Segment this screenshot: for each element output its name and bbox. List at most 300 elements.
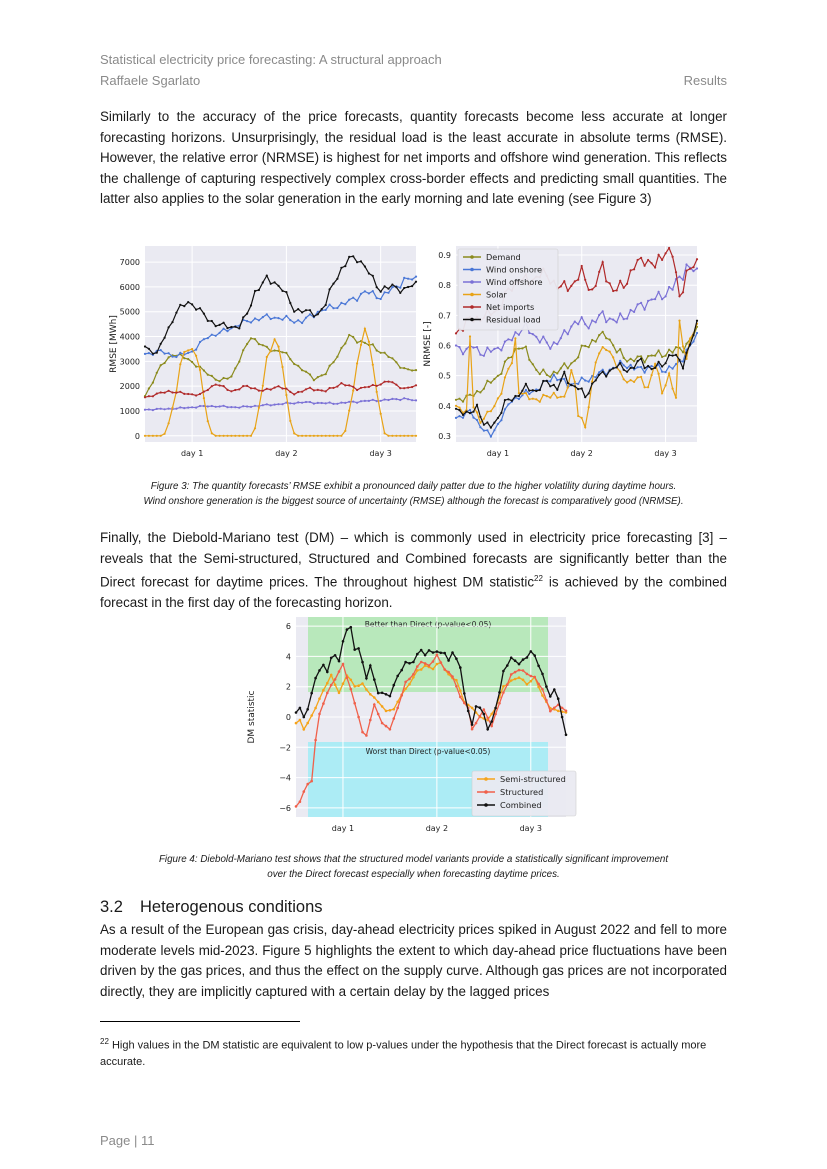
data-point	[317, 313, 319, 315]
data-point	[665, 371, 667, 373]
data-point	[348, 384, 350, 386]
data-point	[556, 379, 558, 381]
data-point	[226, 327, 228, 329]
data-point	[223, 435, 225, 437]
data-point	[332, 283, 334, 285]
data-point	[678, 320, 680, 322]
data-point	[156, 372, 158, 374]
data-point	[322, 664, 325, 667]
data-point	[609, 339, 611, 341]
data-point	[387, 292, 389, 294]
figure3-caption-line2: Wind onshore generation is the biggest source of uncertainty (RMSE) although the forecast is comparatively good (NRMSE).	[143, 496, 684, 507]
running-header-section: Results	[683, 73, 727, 88]
data-point	[175, 356, 177, 358]
data-point	[389, 695, 392, 698]
data-point	[340, 382, 342, 384]
y-axis-label: RMSE [MWh]	[109, 315, 119, 373]
data-point	[171, 356, 173, 358]
data-point	[493, 422, 495, 424]
data-point	[490, 351, 492, 353]
data-point	[546, 374, 548, 376]
data-point	[295, 722, 298, 725]
data-point	[563, 280, 565, 282]
data-point	[318, 697, 321, 700]
data-point	[510, 673, 513, 676]
data-point	[250, 435, 252, 437]
data-point	[598, 374, 600, 376]
data-point	[230, 390, 232, 392]
data-point	[195, 349, 197, 351]
data-point	[483, 388, 485, 390]
data-point	[602, 261, 604, 263]
figure3-rmse-chart	[109, 242, 420, 464]
data-point	[644, 367, 646, 369]
data-point	[490, 725, 493, 728]
data-point	[507, 403, 509, 405]
data-point	[432, 651, 435, 654]
data-point	[285, 352, 287, 354]
data-point	[644, 309, 646, 311]
data-point	[195, 309, 197, 311]
data-point	[532, 333, 534, 335]
data-point	[661, 371, 663, 373]
data-point	[451, 651, 454, 654]
data-point	[560, 337, 562, 339]
data-point	[285, 394, 287, 396]
data-point	[364, 400, 366, 402]
y-tick-label: 2000	[119, 382, 140, 392]
data-point	[436, 650, 439, 653]
data-point	[443, 652, 446, 655]
data-point	[195, 394, 197, 396]
data-point	[528, 359, 530, 361]
figure3-nrmse-chart	[420, 242, 703, 464]
data-point	[148, 395, 150, 397]
paragraph-text: Finally, the Diebold-Mariano test (DM) – which is commonly used in electricity price forecasting [3] – reveals that the Semi-structured, Structured and Combined forecasts are significantly better than the Direct forecast for daytime prices. The throughout highest DM statistic	[100, 530, 727, 590]
data-point	[199, 369, 201, 371]
data-point	[612, 344, 614, 346]
data-point	[605, 321, 607, 323]
data-point	[348, 401, 350, 403]
data-point	[160, 408, 162, 410]
data-point	[293, 432, 295, 434]
data-point	[411, 435, 413, 437]
data-point	[376, 385, 378, 387]
data-point	[479, 706, 482, 709]
data-point	[391, 435, 393, 437]
data-point	[353, 648, 356, 651]
data-point	[223, 385, 225, 387]
data-point	[187, 301, 189, 303]
data-point	[455, 417, 457, 419]
data-point	[168, 352, 170, 354]
data-point	[428, 664, 431, 667]
data-point	[497, 375, 499, 377]
footnote	[100, 1034, 727, 1070]
y-tick-label: 0.4	[438, 401, 451, 411]
data-point	[376, 391, 378, 393]
data-point	[299, 800, 302, 803]
data-point	[665, 384, 667, 386]
data-point	[465, 411, 467, 413]
data-point	[274, 281, 276, 283]
data-point	[368, 292, 370, 294]
data-point	[668, 372, 670, 374]
legend-label: Wind offshore	[486, 277, 543, 287]
data-point	[682, 279, 684, 281]
plot-background	[145, 246, 416, 442]
data-point	[242, 349, 244, 351]
data-point	[471, 707, 474, 710]
data-point	[493, 429, 495, 431]
data-point	[303, 716, 306, 719]
data-point	[658, 373, 660, 375]
data-point	[511, 339, 513, 341]
data-point	[633, 311, 635, 313]
data-point	[164, 408, 166, 410]
data-point	[270, 318, 272, 320]
data-point	[577, 415, 579, 417]
data-point	[619, 348, 621, 350]
data-point	[570, 369, 572, 371]
data-point	[168, 390, 170, 392]
data-point	[377, 713, 380, 716]
data-point	[537, 683, 540, 686]
data-point	[476, 390, 478, 392]
data-point	[277, 385, 279, 387]
data-point	[549, 385, 551, 387]
data-point	[665, 252, 667, 254]
data-point	[326, 682, 329, 685]
data-point	[588, 346, 590, 348]
data-point	[483, 418, 485, 420]
data-point	[380, 413, 382, 415]
data-point	[318, 669, 321, 672]
data-point	[258, 407, 260, 409]
data-point	[242, 405, 244, 407]
data-point	[682, 345, 684, 347]
data-point	[465, 348, 467, 350]
data-point	[619, 312, 621, 314]
data-point	[475, 722, 478, 725]
data-point	[246, 405, 248, 407]
data-point	[443, 668, 446, 671]
data-point	[415, 399, 417, 401]
data-point	[525, 346, 527, 348]
data-point	[325, 373, 327, 375]
data-point	[526, 683, 529, 686]
data-point	[350, 688, 353, 691]
data-point	[455, 405, 457, 407]
data-point	[619, 280, 621, 282]
data-point	[289, 358, 291, 360]
y-tick-label: 3000	[119, 357, 140, 367]
data-point	[522, 658, 525, 661]
data-point	[336, 403, 338, 405]
data-point	[498, 691, 501, 694]
data-point	[350, 679, 353, 682]
data-point	[469, 394, 471, 396]
data-point	[462, 353, 464, 355]
data-point	[395, 435, 397, 437]
y-tick-label: −2	[279, 743, 291, 753]
data-point	[486, 421, 488, 423]
data-point	[455, 657, 458, 660]
data-point	[309, 435, 311, 437]
data-point	[542, 380, 544, 382]
x-tick-label: day 1	[486, 449, 510, 458]
data-point	[384, 352, 386, 354]
data-point	[651, 354, 653, 356]
data-point	[295, 711, 298, 714]
data-point	[502, 691, 505, 694]
data-point	[226, 406, 228, 408]
data-point	[556, 343, 558, 345]
data-point	[317, 435, 319, 437]
data-point	[395, 384, 397, 386]
data-point	[459, 689, 462, 692]
data-point	[160, 364, 162, 366]
data-point	[203, 338, 205, 340]
data-point	[226, 389, 228, 391]
x-tick-label: day 2	[275, 449, 298, 458]
data-point	[689, 337, 691, 339]
data-point	[553, 374, 555, 376]
data-point	[365, 688, 368, 691]
data-point	[588, 392, 590, 394]
data-point	[526, 656, 529, 659]
data-point	[207, 320, 209, 322]
data-point	[326, 671, 329, 674]
data-point	[469, 412, 471, 414]
data-point	[372, 364, 374, 366]
data-point	[689, 344, 691, 346]
data-point	[412, 676, 415, 679]
data-point	[329, 387, 331, 389]
data-point	[369, 693, 372, 696]
data-point	[321, 389, 323, 391]
data-point	[293, 311, 295, 313]
data-point	[364, 290, 366, 292]
data-point	[144, 396, 146, 398]
data-point	[689, 268, 691, 270]
data-point	[175, 408, 177, 410]
data-point	[436, 653, 439, 656]
data-point	[329, 365, 331, 367]
data-point	[262, 344, 264, 346]
data-point	[510, 656, 513, 659]
data-point	[518, 663, 521, 666]
data-point	[518, 348, 520, 350]
paragraph-heterogenous-conditions: As a result of the European gas crisis, day-ahead electricity prices spiked in August 2022 and fell to more moderate levels mid-2023. Figure 5 highlights the extent to which day-ahead price fluctuations have been driven by the gas prices, and thus the effect on the supply curve. Although gas prices are not incorporated directly, they are implicitly captured with a certain delay by the lagged prices	[100, 922, 727, 999]
data-point	[289, 391, 291, 393]
running-header-title: Statistical electricity price forecasting: A structural approach	[100, 52, 442, 67]
data-point	[602, 371, 604, 373]
data-point	[179, 391, 181, 393]
legend-marker	[470, 280, 474, 284]
data-point	[458, 398, 460, 400]
data-point	[380, 298, 382, 300]
data-point	[483, 708, 486, 711]
data-point	[565, 734, 568, 737]
data-point	[191, 361, 193, 363]
data-point	[570, 325, 572, 327]
data-point	[368, 341, 370, 343]
data-point	[522, 679, 525, 682]
data-point	[654, 367, 656, 369]
data-point	[514, 671, 517, 674]
data-point	[678, 276, 680, 278]
data-point	[215, 406, 217, 408]
data-point	[187, 407, 189, 409]
data-point	[598, 314, 600, 316]
data-point	[577, 323, 579, 325]
data-point	[203, 391, 205, 393]
data-point	[616, 366, 618, 368]
data-point	[332, 361, 334, 363]
data-point	[365, 734, 368, 737]
data-point	[553, 392, 555, 394]
data-point	[493, 348, 495, 350]
data-point	[526, 673, 529, 676]
data-point	[144, 353, 146, 355]
data-point	[546, 380, 548, 382]
data-point	[563, 362, 565, 364]
data-point	[340, 347, 342, 349]
data-point	[483, 424, 485, 426]
data-point	[148, 435, 150, 437]
data-point	[567, 386, 569, 388]
legend-marker	[470, 305, 474, 309]
data-point	[381, 692, 384, 695]
data-point	[266, 346, 268, 348]
data-point	[399, 399, 401, 401]
y-tick-label: −4	[279, 773, 291, 783]
data-point	[215, 384, 217, 386]
data-point	[557, 710, 560, 713]
data-point	[682, 291, 684, 293]
data-point	[498, 702, 501, 705]
data-point	[148, 352, 150, 354]
data-point	[490, 410, 492, 412]
data-point	[560, 380, 562, 382]
data-point	[338, 692, 341, 695]
data-point	[637, 303, 639, 305]
data-point	[187, 349, 189, 351]
data-point	[313, 389, 315, 391]
data-point	[356, 402, 358, 404]
data-point	[336, 385, 338, 387]
data-point	[428, 649, 431, 652]
data-point	[297, 308, 299, 310]
data-point	[486, 380, 488, 382]
data-point	[250, 387, 252, 389]
data-point	[219, 332, 221, 334]
data-point	[479, 354, 481, 356]
data-point	[602, 310, 604, 312]
data-point	[630, 364, 632, 366]
data-point	[144, 435, 146, 437]
data-point	[463, 702, 466, 705]
data-point	[591, 319, 593, 321]
data-point	[486, 411, 488, 413]
data-point	[234, 389, 236, 391]
data-point	[584, 396, 586, 398]
data-point	[609, 317, 611, 319]
data-point	[658, 291, 660, 293]
data-point	[325, 402, 327, 404]
legend-label: Semi-structured	[500, 774, 566, 784]
data-point	[640, 366, 642, 368]
data-point	[403, 387, 405, 389]
data-point	[352, 390, 354, 392]
footnote-text: High values in the DM statistic are equivalent to low p-values under the hypothesis that the Direct forecast is actually more accurate.	[100, 1039, 707, 1068]
data-point	[640, 302, 642, 304]
data-point	[309, 373, 311, 375]
data-point	[630, 379, 632, 381]
legend-marker	[470, 318, 474, 322]
data-point	[647, 355, 649, 357]
data-point	[336, 356, 338, 358]
data-point	[187, 352, 189, 354]
data-point	[535, 369, 537, 371]
data-point	[486, 429, 488, 431]
data-point	[535, 336, 537, 338]
data-point	[183, 357, 185, 359]
data-point	[532, 398, 534, 400]
data-point	[633, 367, 635, 369]
data-point	[476, 346, 478, 348]
figure3-caption-line1: Figure 3: The quantity forecasts’ RMSE exhibit a pronounced daily patter due to the higher volatility during daytime hours.	[150, 481, 677, 492]
data-point	[665, 362, 667, 364]
footnote-separator	[100, 1021, 300, 1022]
data-point	[479, 416, 481, 418]
data-point	[560, 367, 562, 369]
data-point	[507, 398, 509, 400]
data-point	[376, 400, 378, 402]
y-tick-label: 0.7	[438, 311, 451, 321]
data-point	[577, 383, 579, 385]
data-point	[483, 355, 485, 357]
data-point	[658, 349, 660, 351]
data-point	[553, 341, 555, 343]
figure4-dm-chart	[240, 612, 585, 840]
data-point	[500, 419, 502, 421]
data-point	[289, 402, 291, 404]
data-point	[230, 435, 232, 437]
y-tick-label: −6	[279, 803, 291, 813]
data-point	[160, 391, 162, 393]
data-point	[321, 308, 323, 310]
data-point	[144, 409, 146, 411]
data-point	[336, 307, 338, 309]
data-point	[281, 403, 283, 405]
data-point	[549, 710, 552, 713]
data-point	[297, 319, 299, 321]
data-point	[675, 354, 677, 356]
data-point	[556, 372, 558, 374]
data-point	[376, 349, 378, 351]
data-point	[219, 380, 221, 382]
data-point	[199, 307, 201, 309]
data-point	[387, 356, 389, 358]
data-point	[393, 684, 396, 687]
data-point	[368, 386, 370, 388]
data-point	[514, 395, 516, 397]
data-point	[380, 400, 382, 402]
data-point	[541, 688, 544, 691]
footnote-reference[interactable]: 22	[534, 574, 543, 583]
